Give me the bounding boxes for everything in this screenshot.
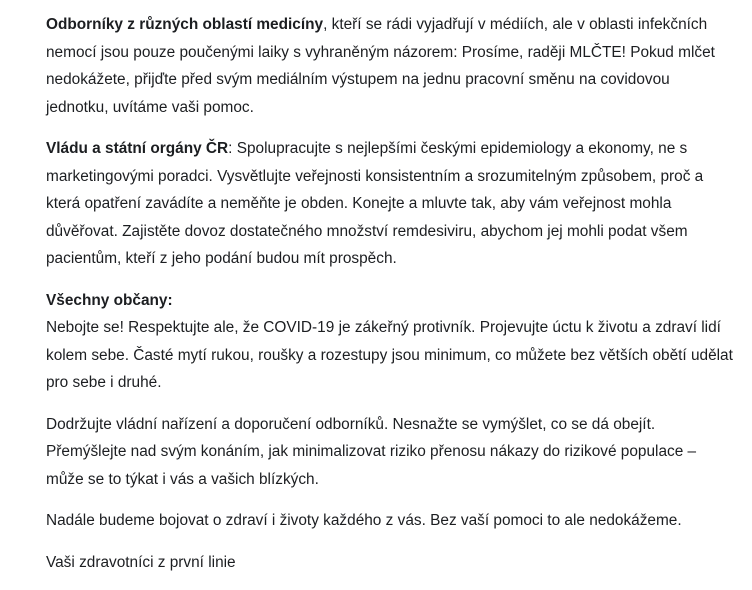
heading-all-citizens: [46, 287, 736, 315]
paragraph-citizens-1: [46, 314, 736, 397]
article-body: [46, 11, 736, 590]
paragraph-closing: [46, 507, 736, 535]
addressee-citizens: Všechny občany:: [46, 291, 173, 309]
paragraph-medical-experts: [46, 11, 736, 121]
addressee-medical-experts: Odborníky z různých oblastí medicíny: [46, 16, 324, 33]
paragraph-text: Dodržujte vládní nařízení a doporučení odborníků. Nesnažte se vymýšlet, co se dá obejít. Přemýšlejte nad svým konáním, jak minimalizovat riziko přenosu nákazy do rizikové populace – může se to týkat i vás a vašich blízkých.: [46, 415, 697, 488]
paragraph-text: Nadále budeme bojovat o zdraví i životy každého z vás. Bez vaší pomoci to ale nedokážeme.: [46, 512, 682, 529]
paragraph-text: : Spolupracujte s nejlepšími českými epidemiology a ekonomy, ne s marketingovými poradci. Vysvětlujte veřejnosti konsistentním a srozumitelným způsobem, proč a která opatření zavádíte a neměňte je obden. Konejte a mluvte tak, aby vám veřejnost mohla důvěřovat. Zajistěte dovoz dostatečného množství remdesiviru, abychom jej mohli podat všem pacientům, kteří z jeho podání budou mít prospěch.: [46, 140, 704, 267]
signature: [46, 549, 736, 577]
signature-text: Vaši zdravotníci z první linie: [46, 553, 236, 571]
paragraph-government: [46, 135, 736, 273]
paragraph-citizens-2: [46, 411, 736, 494]
paragraph-text: Nebojte se! Respektujte ale, že COVID-19 je zákeřný protivník. Projevujte úctu k životu a zdraví lidí kolem sebe. Časté mytí rukou, roušky a rozestupy jsou minimum, co můžete bez větších obětí udělat pro sebe i druhé.: [46, 319, 733, 391]
addressee-government: Vládu a státní orgány ČR: [46, 140, 229, 157]
paragraph-text: , kteří se rádi vyjadřují v médiích, ale v oblasti infekčních nemocí jsou pouze poučenými laiky s vyhraněným názorem: Prosíme, raději MLČTE! Pokud mlčet nedokážete, přijďte před svým mediálním výstupem na jednu pracovní směnu na covidovou jednotku, uvítáme vaši pomoc.: [46, 16, 715, 116]
